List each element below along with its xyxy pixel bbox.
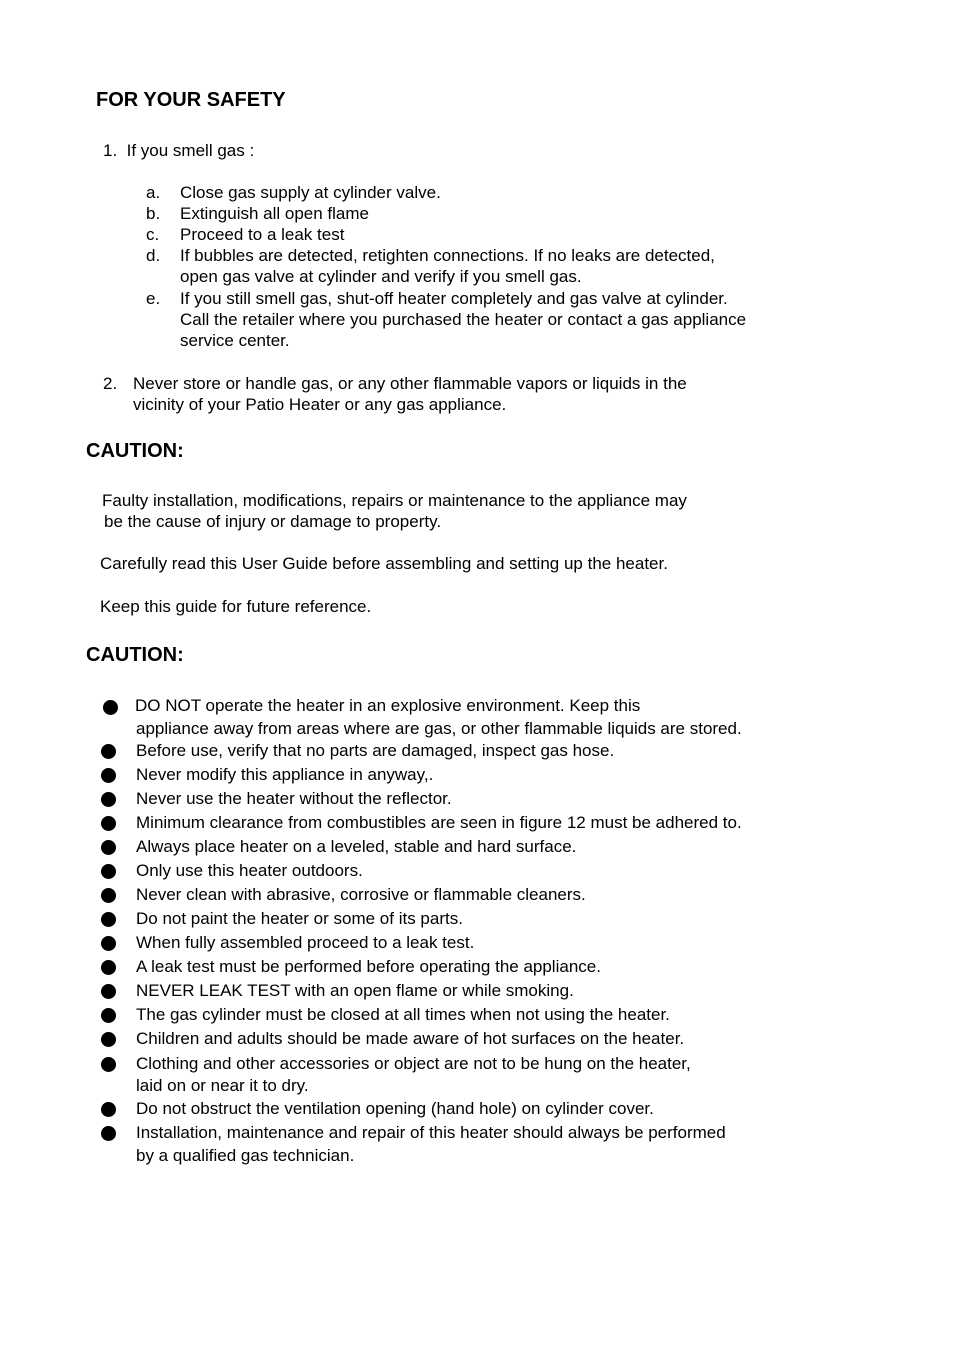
- item-2-text: vicinity of your Patio Heater or any gas appliance.: [133, 395, 507, 414]
- bullet-icon: [101, 840, 116, 855]
- bullet-text: Always place heater on a leveled, stable and hard surface.: [136, 837, 577, 856]
- bullet-icon: [101, 984, 116, 999]
- sub-item-letter: a.: [146, 183, 161, 202]
- bullet-icon: [103, 700, 118, 715]
- sub-item-text: open gas valve at cylinder and verify if you smell gas.: [180, 267, 582, 286]
- bullet-text: Minimum clearance from combustibles are seen in figure 12 must be adhered to.: [136, 813, 742, 832]
- bullet-text: laid on or near it to dry.: [136, 1076, 309, 1095]
- caution-paragraph: Faulty installation, modifications, repairs or maintenance to the appliance may: [102, 491, 687, 510]
- bullet-icon: [101, 864, 116, 879]
- bullet-text: appliance away from areas where are gas, or other flammable liquids are stored.: [136, 719, 742, 738]
- sub-item-text: Close gas supply at cylinder valve.: [180, 183, 441, 202]
- sub-item-text: Extinguish all open flame: [180, 204, 370, 223]
- caution-paragraph: Keep this guide for future reference.: [100, 597, 372, 616]
- sub-item-text: If you still smell gas, shut-off heater completely and gas valve at cylinder.: [180, 289, 728, 308]
- bullet-text: Installation, maintenance and repair of this heater should always be performed: [136, 1123, 726, 1142]
- bullet-icon: [101, 1032, 116, 1047]
- sub-item-text: Call the retailer where you purchased the heater or contact a gas appliance: [180, 310, 747, 329]
- bullet-icon: [101, 1126, 116, 1141]
- sub-item-text: If bubbles are detected, retighten connections. If no leaks are detected,: [180, 246, 715, 265]
- bullet-text: When fully assembled proceed to a leak test.: [136, 933, 475, 952]
- bullet-text: by a qualified gas technician.: [136, 1146, 355, 1165]
- bullet-icon: [101, 768, 116, 783]
- bullet-text: Never modify this appliance in anyway,.: [136, 765, 434, 784]
- bullet-text: Before use, verify that no parts are damaged, inspect gas hose.: [136, 741, 615, 760]
- bullet-icon: [101, 888, 116, 903]
- bullet-text: Do not obstruct the ventilation opening (hand hole) on cylinder cover.: [136, 1099, 654, 1118]
- bullet-text: Only use this heater outdoors.: [136, 861, 363, 880]
- bullet-text: Never use the heater without the reflector.: [136, 789, 452, 808]
- item-2-number: 2.: [103, 374, 118, 393]
- bullet-text: Children and adults should be made aware of hot surfaces on the heater.: [136, 1029, 685, 1048]
- caution-heading-2: CAUTION:: [86, 644, 184, 666]
- page-title: FOR YOUR SAFETY: [96, 89, 286, 111]
- bullet-text: Clothing and other accessories or object are not to be hung on the heater,: [136, 1054, 691, 1073]
- item-2-text: Never store or handle gas, or any other flammable vapors or liquids in the: [133, 374, 687, 393]
- bullet-icon: [101, 1057, 116, 1072]
- sub-item-letter: d.: [146, 246, 161, 265]
- sub-item-letter: b.: [146, 204, 161, 223]
- bullet-icon: [101, 912, 116, 927]
- bullet-text: NEVER LEAK TEST with an open flame or while smoking.: [136, 981, 574, 1000]
- sub-item-letter: e.: [146, 289, 161, 308]
- bullet-text: The gas cylinder must be closed at all times when not using the heater.: [136, 1005, 670, 1024]
- bullet-text: Do not paint the heater or some of its parts.: [136, 909, 463, 928]
- bullet-text: DO NOT operate the heater in an explosive environment. Keep this: [135, 696, 641, 715]
- sub-item-letter: c.: [146, 225, 160, 244]
- caution-paragraph: Carefully read this User Guide before assembling and setting up the heater.: [100, 554, 668, 573]
- item-1-label: 1. If you smell gas :: [103, 141, 255, 160]
- bullet-icon: [101, 1102, 116, 1117]
- caution-paragraph: be the cause of injury or damage to property.: [104, 512, 442, 531]
- bullet-icon: [101, 1008, 116, 1023]
- bullet-icon: [101, 816, 116, 831]
- bullet-icon: [101, 960, 116, 975]
- bullet-text: A leak test must be performed before operating the appliance.: [136, 957, 601, 976]
- sub-item-text: service center.: [180, 331, 290, 350]
- bullet-icon: [101, 744, 116, 759]
- bullet-text: Never clean with abrasive, corrosive or flammable cleaners.: [136, 885, 586, 904]
- sub-item-text: Proceed to a leak test: [180, 225, 345, 244]
- caution-heading-1: CAUTION:: [86, 440, 184, 462]
- bullet-icon: [101, 792, 116, 807]
- bullet-icon: [101, 936, 116, 951]
